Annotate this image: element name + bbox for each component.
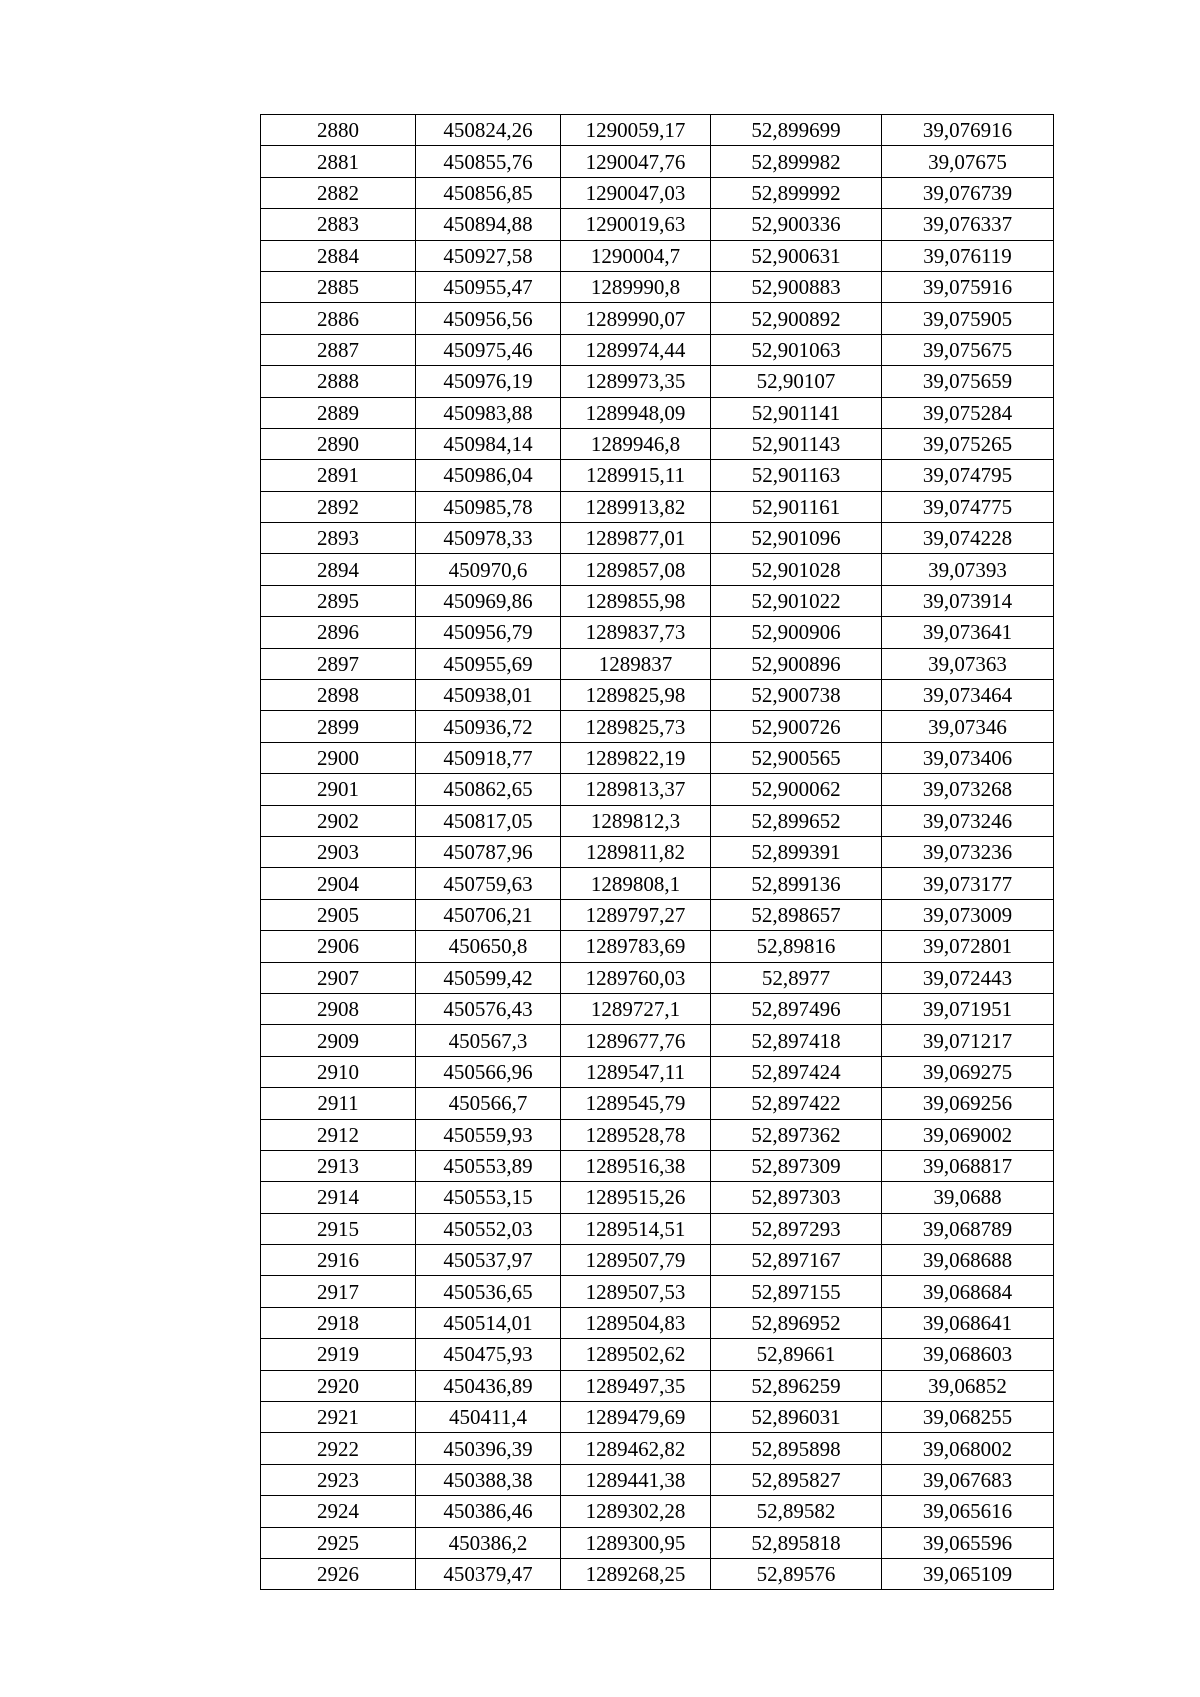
x-coordinate-cell: 450566,7 xyxy=(416,1088,561,1119)
x-coordinate-cell: 450862,65 xyxy=(416,774,561,805)
x-coordinate-cell: 450388,38 xyxy=(416,1464,561,1495)
point-number-cell: 2905 xyxy=(261,899,416,930)
table-row xyxy=(261,1558,1054,1589)
longitude-cell: 39,068684 xyxy=(882,1276,1054,1307)
x-coordinate-cell: 450855,76 xyxy=(416,146,561,177)
x-coordinate-cell: 450475,93 xyxy=(416,1339,561,1370)
x-coordinate-cell: 450706,21 xyxy=(416,899,561,930)
latitude-cell: 52,89582 xyxy=(711,1496,882,1527)
longitude-cell: 39,065596 xyxy=(882,1527,1054,1558)
x-coordinate-cell: 450984,14 xyxy=(416,428,561,459)
y-coordinate-cell: 1289502,62 xyxy=(561,1339,711,1370)
x-coordinate-cell: 450955,47 xyxy=(416,271,561,302)
table-row xyxy=(261,1025,1054,1056)
x-coordinate-cell: 450986,04 xyxy=(416,460,561,491)
longitude-cell: 39,068603 xyxy=(882,1339,1054,1370)
longitude-cell: 39,073009 xyxy=(882,899,1054,930)
x-coordinate-cell: 450938,01 xyxy=(416,680,561,711)
latitude-cell: 52,897309 xyxy=(711,1150,882,1181)
point-number-cell: 2909 xyxy=(261,1025,416,1056)
longitude-cell: 39,067683 xyxy=(882,1464,1054,1495)
x-coordinate-cell: 450976,19 xyxy=(416,366,561,397)
table-row xyxy=(261,271,1054,302)
table-row xyxy=(261,585,1054,616)
point-number-cell: 2883 xyxy=(261,209,416,240)
y-coordinate-cell: 1289268,25 xyxy=(561,1558,711,1589)
point-number-cell: 2896 xyxy=(261,617,416,648)
longitude-cell: 39,07675 xyxy=(882,146,1054,177)
y-coordinate-cell: 1289545,79 xyxy=(561,1088,711,1119)
x-coordinate-cell: 450956,56 xyxy=(416,303,561,334)
latitude-cell: 52,896031 xyxy=(711,1402,882,1433)
x-coordinate-cell: 450567,3 xyxy=(416,1025,561,1056)
coordinates-table-body xyxy=(261,115,1054,1590)
y-coordinate-cell: 1290059,17 xyxy=(561,115,711,146)
y-coordinate-cell: 1289727,1 xyxy=(561,993,711,1024)
table-row xyxy=(261,146,1054,177)
x-coordinate-cell: 450379,47 xyxy=(416,1558,561,1589)
latitude-cell: 52,89576 xyxy=(711,1558,882,1589)
point-number-cell: 2912 xyxy=(261,1119,416,1150)
latitude-cell: 52,90107 xyxy=(711,366,882,397)
table-row xyxy=(261,1150,1054,1181)
y-coordinate-cell: 1289946,8 xyxy=(561,428,711,459)
table-row xyxy=(261,962,1054,993)
point-number-cell: 2924 xyxy=(261,1496,416,1527)
x-coordinate-cell: 450955,69 xyxy=(416,648,561,679)
y-coordinate-cell: 1290047,76 xyxy=(561,146,711,177)
point-number-cell: 2891 xyxy=(261,460,416,491)
y-coordinate-cell: 1289441,38 xyxy=(561,1464,711,1495)
y-coordinate-cell: 1290047,03 xyxy=(561,177,711,208)
table-row xyxy=(261,1339,1054,1370)
y-coordinate-cell: 1289300,95 xyxy=(561,1527,711,1558)
table-row xyxy=(261,460,1054,491)
longitude-cell: 39,068255 xyxy=(882,1402,1054,1433)
latitude-cell: 52,897303 xyxy=(711,1182,882,1213)
y-coordinate-cell: 1289822,19 xyxy=(561,742,711,773)
table-row xyxy=(261,899,1054,930)
table-row xyxy=(261,1307,1054,1338)
latitude-cell: 52,901143 xyxy=(711,428,882,459)
table-row xyxy=(261,1496,1054,1527)
latitude-cell: 52,897422 xyxy=(711,1088,882,1119)
latitude-cell: 52,899136 xyxy=(711,868,882,899)
y-coordinate-cell: 1289915,11 xyxy=(561,460,711,491)
x-coordinate-cell: 450396,39 xyxy=(416,1433,561,1464)
point-number-cell: 2900 xyxy=(261,742,416,773)
point-number-cell: 2918 xyxy=(261,1307,416,1338)
point-number-cell: 2888 xyxy=(261,366,416,397)
longitude-cell: 39,068789 xyxy=(882,1213,1054,1244)
table-row xyxy=(261,805,1054,836)
latitude-cell: 52,897155 xyxy=(711,1276,882,1307)
table-row xyxy=(261,648,1054,679)
point-number-cell: 2892 xyxy=(261,491,416,522)
y-coordinate-cell: 1289948,09 xyxy=(561,397,711,428)
y-coordinate-cell: 1289479,69 xyxy=(561,1402,711,1433)
x-coordinate-cell: 450536,65 xyxy=(416,1276,561,1307)
point-number-cell: 2913 xyxy=(261,1150,416,1181)
latitude-cell: 52,900883 xyxy=(711,271,882,302)
longitude-cell: 39,07346 xyxy=(882,711,1054,742)
point-number-cell: 2921 xyxy=(261,1402,416,1433)
longitude-cell: 39,076916 xyxy=(882,115,1054,146)
table-row xyxy=(261,209,1054,240)
x-coordinate-cell: 450436,89 xyxy=(416,1370,561,1401)
x-coordinate-cell: 450969,86 xyxy=(416,585,561,616)
x-coordinate-cell: 450386,2 xyxy=(416,1527,561,1558)
point-number-cell: 2926 xyxy=(261,1558,416,1589)
latitude-cell: 52,901022 xyxy=(711,585,882,616)
point-number-cell: 2887 xyxy=(261,334,416,365)
table-row xyxy=(261,428,1054,459)
latitude-cell: 52,900565 xyxy=(711,742,882,773)
x-coordinate-cell: 450759,63 xyxy=(416,868,561,899)
latitude-cell: 52,897362 xyxy=(711,1119,882,1150)
latitude-cell: 52,900726 xyxy=(711,711,882,742)
y-coordinate-cell: 1289783,69 xyxy=(561,931,711,962)
y-coordinate-cell: 1289808,1 xyxy=(561,868,711,899)
table-row xyxy=(261,1119,1054,1150)
x-coordinate-cell: 450970,6 xyxy=(416,554,561,585)
table-row xyxy=(261,931,1054,962)
latitude-cell: 52,900892 xyxy=(711,303,882,334)
y-coordinate-cell: 1289813,37 xyxy=(561,774,711,805)
x-coordinate-cell: 450978,33 xyxy=(416,523,561,554)
longitude-cell: 39,071951 xyxy=(882,993,1054,1024)
x-coordinate-cell: 450817,05 xyxy=(416,805,561,836)
table-row xyxy=(261,1088,1054,1119)
longitude-cell: 39,073236 xyxy=(882,836,1054,867)
latitude-cell: 52,899391 xyxy=(711,836,882,867)
y-coordinate-cell: 1289973,35 xyxy=(561,366,711,397)
table-row xyxy=(261,115,1054,146)
longitude-cell: 39,069256 xyxy=(882,1088,1054,1119)
x-coordinate-cell: 450386,46 xyxy=(416,1496,561,1527)
point-number-cell: 2885 xyxy=(261,271,416,302)
y-coordinate-cell: 1289974,44 xyxy=(561,334,711,365)
y-coordinate-cell: 1289516,38 xyxy=(561,1150,711,1181)
point-number-cell: 2902 xyxy=(261,805,416,836)
table-row xyxy=(261,1464,1054,1495)
longitude-cell: 39,07363 xyxy=(882,648,1054,679)
table-row xyxy=(261,680,1054,711)
x-coordinate-cell: 450956,79 xyxy=(416,617,561,648)
y-coordinate-cell: 1289677,76 xyxy=(561,1025,711,1056)
latitude-cell: 52,901161 xyxy=(711,491,882,522)
y-coordinate-cell: 1289507,53 xyxy=(561,1276,711,1307)
x-coordinate-cell: 450918,77 xyxy=(416,742,561,773)
latitude-cell: 52,897418 xyxy=(711,1025,882,1056)
y-coordinate-cell: 1289547,11 xyxy=(561,1056,711,1087)
x-coordinate-cell: 450787,96 xyxy=(416,836,561,867)
table-row xyxy=(261,836,1054,867)
table-row xyxy=(261,1527,1054,1558)
longitude-cell: 39,076739 xyxy=(882,177,1054,208)
point-number-cell: 2886 xyxy=(261,303,416,334)
x-coordinate-cell: 450983,88 xyxy=(416,397,561,428)
point-number-cell: 2895 xyxy=(261,585,416,616)
longitude-cell: 39,074228 xyxy=(882,523,1054,554)
table-row xyxy=(261,491,1054,522)
y-coordinate-cell: 1289497,35 xyxy=(561,1370,711,1401)
point-number-cell: 2917 xyxy=(261,1276,416,1307)
point-number-cell: 2920 xyxy=(261,1370,416,1401)
point-number-cell: 2893 xyxy=(261,523,416,554)
longitude-cell: 39,06852 xyxy=(882,1370,1054,1401)
longitude-cell: 39,068817 xyxy=(882,1150,1054,1181)
y-coordinate-cell: 1289990,07 xyxy=(561,303,711,334)
table-row xyxy=(261,1245,1054,1276)
table-row xyxy=(261,397,1054,428)
x-coordinate-cell: 450537,97 xyxy=(416,1245,561,1276)
latitude-cell: 52,89816 xyxy=(711,931,882,962)
y-coordinate-cell: 1289528,78 xyxy=(561,1119,711,1150)
y-coordinate-cell: 1289990,8 xyxy=(561,271,711,302)
table-row xyxy=(261,303,1054,334)
x-coordinate-cell: 450856,85 xyxy=(416,177,561,208)
x-coordinate-cell: 450936,72 xyxy=(416,711,561,742)
x-coordinate-cell: 450566,96 xyxy=(416,1056,561,1087)
x-coordinate-cell: 450650,8 xyxy=(416,931,561,962)
latitude-cell: 52,900336 xyxy=(711,209,882,240)
point-number-cell: 2925 xyxy=(261,1527,416,1558)
y-coordinate-cell: 1289515,26 xyxy=(561,1182,711,1213)
y-coordinate-cell: 1289877,01 xyxy=(561,523,711,554)
point-number-cell: 2923 xyxy=(261,1464,416,1495)
longitude-cell: 39,073246 xyxy=(882,805,1054,836)
longitude-cell: 39,0688 xyxy=(882,1182,1054,1213)
latitude-cell: 52,900906 xyxy=(711,617,882,648)
table-row xyxy=(261,366,1054,397)
latitude-cell: 52,899652 xyxy=(711,805,882,836)
x-coordinate-cell: 450985,78 xyxy=(416,491,561,522)
point-number-cell: 2880 xyxy=(261,115,416,146)
table-row xyxy=(261,617,1054,648)
latitude-cell: 52,896952 xyxy=(711,1307,882,1338)
y-coordinate-cell: 1289837,73 xyxy=(561,617,711,648)
longitude-cell: 39,073268 xyxy=(882,774,1054,805)
point-number-cell: 2884 xyxy=(261,240,416,271)
latitude-cell: 52,901141 xyxy=(711,397,882,428)
latitude-cell: 52,89661 xyxy=(711,1339,882,1370)
longitude-cell: 39,065616 xyxy=(882,1496,1054,1527)
point-number-cell: 2889 xyxy=(261,397,416,428)
table-row xyxy=(261,1276,1054,1307)
point-number-cell: 2894 xyxy=(261,554,416,585)
longitude-cell: 39,075265 xyxy=(882,428,1054,459)
point-number-cell: 2916 xyxy=(261,1245,416,1276)
longitude-cell: 39,065109 xyxy=(882,1558,1054,1589)
table-row xyxy=(261,554,1054,585)
longitude-cell: 39,073177 xyxy=(882,868,1054,899)
latitude-cell: 52,900062 xyxy=(711,774,882,805)
latitude-cell: 52,899699 xyxy=(711,115,882,146)
longitude-cell: 39,075916 xyxy=(882,271,1054,302)
point-number-cell: 2904 xyxy=(261,868,416,899)
latitude-cell: 52,897167 xyxy=(711,1245,882,1276)
point-number-cell: 2914 xyxy=(261,1182,416,1213)
latitude-cell: 52,896259 xyxy=(711,1370,882,1401)
latitude-cell: 52,901096 xyxy=(711,523,882,554)
table-row xyxy=(261,711,1054,742)
latitude-cell: 52,900738 xyxy=(711,680,882,711)
x-coordinate-cell: 450553,89 xyxy=(416,1150,561,1181)
longitude-cell: 39,068688 xyxy=(882,1245,1054,1276)
y-coordinate-cell: 1289462,82 xyxy=(561,1433,711,1464)
x-coordinate-cell: 450552,03 xyxy=(416,1213,561,1244)
latitude-cell: 52,897496 xyxy=(711,993,882,1024)
x-coordinate-cell: 450559,93 xyxy=(416,1119,561,1150)
y-coordinate-cell: 1289797,27 xyxy=(561,899,711,930)
longitude-cell: 39,071217 xyxy=(882,1025,1054,1056)
y-coordinate-cell: 1289812,3 xyxy=(561,805,711,836)
x-coordinate-cell: 450576,43 xyxy=(416,993,561,1024)
point-number-cell: 2881 xyxy=(261,146,416,177)
longitude-cell: 39,075659 xyxy=(882,366,1054,397)
x-coordinate-cell: 450553,15 xyxy=(416,1182,561,1213)
y-coordinate-cell: 1289760,03 xyxy=(561,962,711,993)
point-number-cell: 2898 xyxy=(261,680,416,711)
longitude-cell: 39,074795 xyxy=(882,460,1054,491)
x-coordinate-cell: 450927,58 xyxy=(416,240,561,271)
point-number-cell: 2899 xyxy=(261,711,416,742)
y-coordinate-cell: 1289825,73 xyxy=(561,711,711,742)
y-coordinate-cell: 1289913,82 xyxy=(561,491,711,522)
x-coordinate-cell: 450975,46 xyxy=(416,334,561,365)
latitude-cell: 52,895818 xyxy=(711,1527,882,1558)
point-number-cell: 2906 xyxy=(261,931,416,962)
y-coordinate-cell: 1289857,08 xyxy=(561,554,711,585)
y-coordinate-cell: 1290019,63 xyxy=(561,209,711,240)
table-row xyxy=(261,742,1054,773)
point-number-cell: 2903 xyxy=(261,836,416,867)
table-row xyxy=(261,1402,1054,1433)
y-coordinate-cell: 1289825,98 xyxy=(561,680,711,711)
x-coordinate-cell: 450824,26 xyxy=(416,115,561,146)
longitude-cell: 39,075675 xyxy=(882,334,1054,365)
table-row xyxy=(261,1370,1054,1401)
longitude-cell: 39,069275 xyxy=(882,1056,1054,1087)
longitude-cell: 39,075905 xyxy=(882,303,1054,334)
y-coordinate-cell: 1289507,79 xyxy=(561,1245,711,1276)
table-row xyxy=(261,774,1054,805)
point-number-cell: 2882 xyxy=(261,177,416,208)
table-row xyxy=(261,1056,1054,1087)
longitude-cell: 39,076119 xyxy=(882,240,1054,271)
y-coordinate-cell: 1289811,82 xyxy=(561,836,711,867)
point-number-cell: 2922 xyxy=(261,1433,416,1464)
table-row xyxy=(261,993,1054,1024)
point-number-cell: 2919 xyxy=(261,1339,416,1370)
latitude-cell: 52,901063 xyxy=(711,334,882,365)
longitude-cell: 39,073406 xyxy=(882,742,1054,773)
table-row xyxy=(261,1182,1054,1213)
latitude-cell: 52,899992 xyxy=(711,177,882,208)
y-coordinate-cell: 1289837 xyxy=(561,648,711,679)
table-row xyxy=(261,177,1054,208)
latitude-cell: 52,900631 xyxy=(711,240,882,271)
latitude-cell: 52,897424 xyxy=(711,1056,882,1087)
longitude-cell: 39,073914 xyxy=(882,585,1054,616)
latitude-cell: 52,899982 xyxy=(711,146,882,177)
table-row xyxy=(261,1433,1054,1464)
longitude-cell: 39,069002 xyxy=(882,1119,1054,1150)
latitude-cell: 52,895827 xyxy=(711,1464,882,1495)
coordinates-table xyxy=(260,114,1054,1590)
latitude-cell: 52,898657 xyxy=(711,899,882,930)
longitude-cell: 39,074775 xyxy=(882,491,1054,522)
table-row xyxy=(261,868,1054,899)
longitude-cell: 39,073641 xyxy=(882,617,1054,648)
longitude-cell: 39,068641 xyxy=(882,1307,1054,1338)
longitude-cell: 39,072801 xyxy=(882,931,1054,962)
latitude-cell: 52,897293 xyxy=(711,1213,882,1244)
latitude-cell: 52,901163 xyxy=(711,460,882,491)
latitude-cell: 52,901028 xyxy=(711,554,882,585)
longitude-cell: 39,068002 xyxy=(882,1433,1054,1464)
latitude-cell: 52,895898 xyxy=(711,1433,882,1464)
y-coordinate-cell: 1289504,83 xyxy=(561,1307,711,1338)
table-row xyxy=(261,1213,1054,1244)
x-coordinate-cell: 450894,88 xyxy=(416,209,561,240)
point-number-cell: 2901 xyxy=(261,774,416,805)
point-number-cell: 2890 xyxy=(261,428,416,459)
longitude-cell: 39,07393 xyxy=(882,554,1054,585)
y-coordinate-cell: 1289855,98 xyxy=(561,585,711,616)
latitude-cell: 52,8977 xyxy=(711,962,882,993)
x-coordinate-cell: 450411,4 xyxy=(416,1402,561,1433)
longitude-cell: 39,076337 xyxy=(882,209,1054,240)
table-row xyxy=(261,334,1054,365)
longitude-cell: 39,072443 xyxy=(882,962,1054,993)
point-number-cell: 2907 xyxy=(261,962,416,993)
point-number-cell: 2910 xyxy=(261,1056,416,1087)
table-row xyxy=(261,523,1054,554)
point-number-cell: 2911 xyxy=(261,1088,416,1119)
point-number-cell: 2897 xyxy=(261,648,416,679)
table-row xyxy=(261,240,1054,271)
x-coordinate-cell: 450514,01 xyxy=(416,1307,561,1338)
y-coordinate-cell: 1289302,28 xyxy=(561,1496,711,1527)
y-coordinate-cell: 1290004,7 xyxy=(561,240,711,271)
y-coordinate-cell: 1289514,51 xyxy=(561,1213,711,1244)
x-coordinate-cell: 450599,42 xyxy=(416,962,561,993)
point-number-cell: 2915 xyxy=(261,1213,416,1244)
point-number-cell: 2908 xyxy=(261,993,416,1024)
longitude-cell: 39,075284 xyxy=(882,397,1054,428)
latitude-cell: 52,900896 xyxy=(711,648,882,679)
longitude-cell: 39,073464 xyxy=(882,680,1054,711)
